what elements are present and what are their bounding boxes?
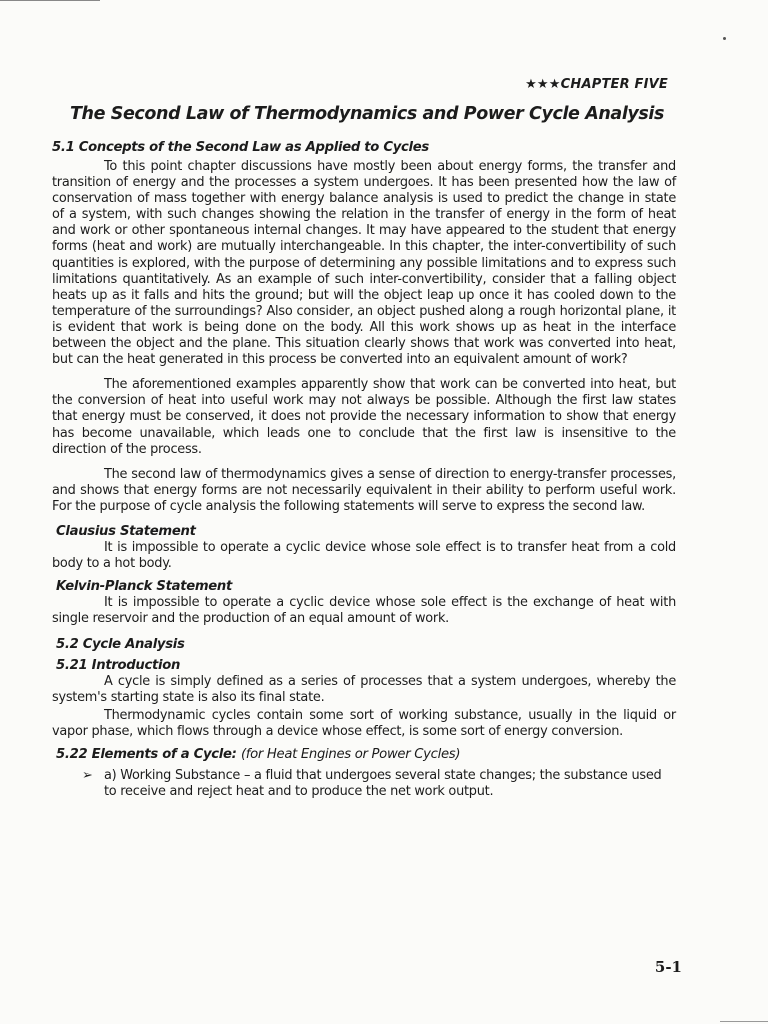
section-heading-5-1: 5.1 Concepts of the Second Law as Applied to Cycles	[52, 140, 429, 155]
kelvin-planck-text: It is impossible to operate a cyclic device whose sole effect is the exchange of heat with single reservoir and the production of an equal amount of work.	[52, 595, 676, 627]
elements-heading-main: 5.22 Elements of a Cycle:	[56, 746, 237, 762]
scan-edge-line-bottom	[720, 1021, 768, 1022]
clausius-heading: Clausius Statement	[56, 523, 196, 539]
kelvin-planck-heading: Kelvin-Planck Statement	[56, 579, 233, 595]
page-title: The Second Law of Thermodynamics and Power Cycle Analysis	[70, 104, 665, 124]
scan-edge-line-top	[0, 0, 100, 1]
introduction-heading: 5.21 Introduction	[56, 658, 181, 674]
elements-heading-sub: (for Heat Engines or Power Cycles)	[240, 746, 461, 762]
paragraph-2: The aforementioned examples apparently show that work can be converted into heat, but the conversion of heat into useful work may not always be possible. Although the first law states that energy must be conserved, it does not provide the necessary information to show that energy has become unavailable, which leads one to conclude that the first law is insensitive to the direction of the process.	[52, 377, 676, 457]
page-number: 5-1	[654, 958, 682, 976]
chapter-label: ★★★CHAPTER FIVE	[525, 77, 668, 92]
list-item	[82, 768, 676, 800]
clausius-text: It is impossible to operate a cyclic device whose sole effect is to transfer heat from a cold body to a hot body.	[52, 539, 676, 572]
elements-heading	[56, 747, 676, 762]
arrow-bullet-icon: ➢	[82, 767, 93, 783]
paragraph-3: The second law of thermodynamics gives a sense of direction to energy-transfer processes, and shows that energy forms are not necessarily equivalent in their ability to perform useful work. For the purpose of cycle analysis the following statements will serve to express the second law.	[52, 466, 676, 514]
page-body	[52, 140, 676, 800]
introduction-paragraph-2: Thermodynamic cycles contain some sort of working substance, usually in the liquid or vapor phase, which flows through a device whose effect, is some sort of energy conversion.	[52, 707, 676, 739]
scan-speck	[723, 37, 726, 40]
paragraph-1: To this point chapter discussions have mostly been about energy forms, the transfer and transition of energy and the processes a system undergoes. It has been presented how the law of conservation of mass together with energy balance analysis is used to predict the change in state of a system, with such changes showing the relation in the transfer of energy in the form of heat and work or other spontaneous internal changes. It may have appeared to the student that energy forms (heat and work) are mutually interchangeable. In this chapter, the inter-convertibility of such quantities is explored, with the purpose of determining any possible limitations and to express such limitations quantitatively. As an example of such inter-convertibility, consider that a falling object heats up as it falls and hits the ground; but will the object leap up once it has cooled down to the temperature of the surroundings? Also consider, an object pushed along a rough horizontal plane, it is evident that work is being done on the body. All this work shows up as heat in the interface between the object and the plane. This situation clearly shows that work was converted into heat, but can the heat generated in this process be converted into an equivalent amount of work?	[52, 159, 676, 368]
section-heading-5-2: 5.2 Cycle Analysis	[56, 637, 185, 653]
list-item-text: a) Working Substance – a fluid that undergoes several state changes; the substance used to receive and reject heat and to produce the net work output.	[104, 767, 662, 799]
introduction-paragraph-1: A cycle is simply defined as a series of processes that a system undergoes, whereby the system's starting state is also its final state.	[52, 674, 676, 706]
